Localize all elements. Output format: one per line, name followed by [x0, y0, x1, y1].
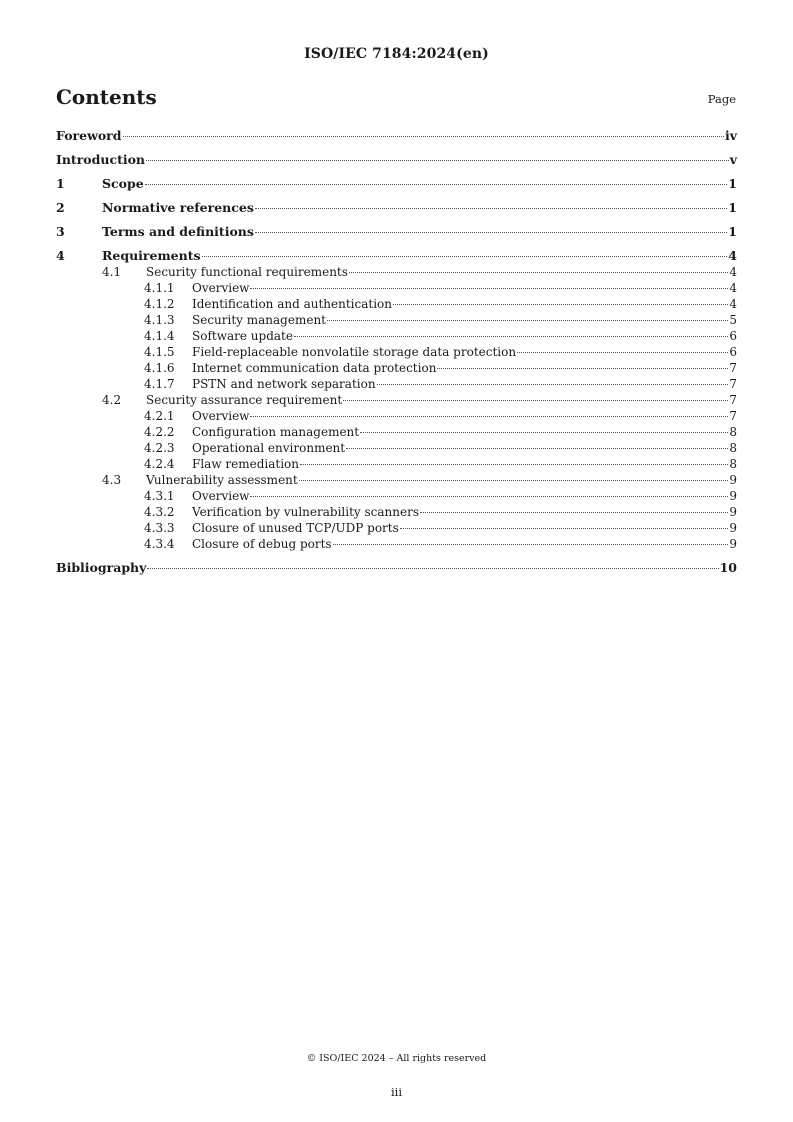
toc-dot-leader	[294, 335, 728, 337]
toc-dot-leader	[349, 271, 728, 273]
toc-dot-leader	[420, 511, 728, 513]
toc-entry-number: 4.1.2	[144, 297, 175, 311]
toc-entry-title: Overview	[192, 281, 250, 295]
toc-entry[interactable]	[56, 408, 737, 424]
toc-entry[interactable]	[56, 472, 737, 488]
toc-entry-title: Normative references	[102, 200, 254, 215]
toc-entry[interactable]	[56, 248, 737, 264]
table-of-contents	[56, 128, 737, 576]
toc-entry-title: Security functional requirements	[146, 265, 348, 279]
toc-dot-leader	[377, 383, 729, 385]
toc-entry-title: Security management	[192, 313, 326, 327]
toc-dot-leader	[393, 303, 728, 305]
toc-entry[interactable]	[56, 264, 737, 280]
document-id-header: ISO/IEC 7184:2024(en)	[304, 46, 489, 62]
toc-entry[interactable]	[56, 520, 737, 536]
toc-entry-number: 4.3.3	[144, 521, 175, 535]
toc-entry-page: 8	[729, 441, 737, 455]
toc-entry-page: 9	[729, 489, 737, 503]
toc-entry-number: 2	[56, 200, 65, 215]
toc-entry-page: 7	[729, 361, 737, 375]
toc-entry-page: 1	[728, 224, 737, 239]
toc-entry-title: Introduction	[56, 152, 146, 167]
toc-entry-title: PSTN and network separation	[192, 377, 376, 391]
toc-entry-title: Field-replaceable nonvolatile storage data protection	[192, 345, 517, 359]
toc-dot-leader	[147, 567, 718, 569]
toc-entry-page: 6	[729, 329, 737, 343]
toc-entry[interactable]	[56, 344, 737, 360]
toc-entry[interactable]	[56, 504, 737, 520]
toc-entry-page: v	[729, 152, 737, 167]
contents-heading: Contents	[56, 85, 157, 109]
toc-dot-leader	[343, 399, 728, 401]
toc-dot-leader	[250, 495, 728, 497]
toc-entry-title: Flaw remediation	[192, 457, 300, 471]
toc-entry-number: 4.1.1	[144, 281, 175, 295]
toc-entry-title: Overview	[192, 489, 250, 503]
toc-entry-number: 1	[56, 176, 65, 191]
toc-entry-title: Overview	[192, 409, 250, 423]
toc-entry-number: 4.2.3	[144, 441, 175, 455]
toc-entry-title: Identification and authentication	[192, 297, 393, 311]
toc-entry-page: 5	[729, 313, 737, 327]
toc-entry-page: iv	[724, 128, 737, 143]
toc-entry[interactable]	[56, 456, 737, 472]
toc-entry-number: 4.1	[102, 265, 122, 279]
toc-entry-title: Vulnerability assessment	[146, 473, 298, 487]
copyright-footer: © ISO/IEC 2024 – All rights reserved	[306, 1053, 487, 1064]
toc-entry-page: 6	[729, 345, 737, 359]
toc-entry[interactable]	[56, 560, 737, 576]
toc-entry-title: Verification by vulnerability scanners	[192, 505, 419, 519]
toc-entry[interactable]	[56, 312, 737, 328]
toc-entry-title: Bibliography	[56, 560, 147, 575]
toc-entry[interactable]	[56, 440, 737, 456]
toc-entry-number: 4.2.1	[144, 409, 175, 423]
toc-entry-number: 4.1.4	[144, 329, 175, 343]
toc-entry[interactable]	[56, 488, 737, 504]
toc-entry-page: 10	[719, 560, 737, 575]
toc-entry[interactable]	[56, 280, 737, 296]
toc-dot-leader	[255, 207, 727, 209]
toc-entry-number: 4.1.3	[144, 313, 175, 327]
toc-entry-page: 1	[728, 200, 737, 215]
toc-entry[interactable]	[56, 376, 737, 392]
toc-entry-page: 8	[729, 457, 737, 471]
toc-entry-page: 7	[729, 393, 737, 407]
toc-dot-leader	[333, 543, 729, 545]
toc-entry-number: 4.2.2	[144, 425, 175, 439]
toc-dot-leader	[300, 463, 728, 465]
toc-entry-page: 4	[729, 281, 737, 295]
toc-entry-number: 4.1.6	[144, 361, 175, 375]
toc-dot-leader	[400, 527, 729, 529]
toc-entry-title: Closure of debug ports	[192, 537, 332, 551]
toc-dot-leader	[250, 415, 728, 417]
toc-dot-leader	[146, 159, 729, 161]
toc-entry-page: 1	[728, 176, 737, 191]
toc-entry-page: 7	[729, 377, 737, 391]
toc-entry[interactable]	[56, 152, 737, 168]
toc-entry-number: 3	[56, 224, 65, 239]
toc-entry[interactable]	[56, 392, 737, 408]
toc-entry-page: 8	[729, 425, 737, 439]
toc-entry-number: 4.2	[102, 393, 122, 407]
toc-dot-leader	[202, 255, 728, 257]
toc-entry[interactable]	[56, 360, 737, 376]
toc-entry[interactable]	[56, 536, 737, 552]
toc-entry-title: Software update	[192, 329, 293, 343]
toc-entry-page: 9	[729, 537, 737, 551]
toc-dot-leader	[123, 135, 724, 137]
toc-dot-leader	[327, 319, 728, 321]
toc-entry[interactable]	[56, 200, 737, 216]
toc-entry-number: 4.3.1	[144, 489, 175, 503]
toc-entry-page: 9	[729, 521, 737, 535]
toc-entry-number: 4.3	[102, 473, 122, 487]
toc-entry-page: 9	[729, 473, 737, 487]
toc-entry[interactable]	[56, 296, 737, 312]
toc-entry-title: Closure of unused TCP/UDP ports	[192, 521, 399, 535]
toc-entry-page: 7	[729, 409, 737, 423]
toc-entry[interactable]	[56, 128, 737, 144]
toc-entry-number: 4.3.2	[144, 505, 175, 519]
toc-entry-number: 4.3.4	[144, 537, 175, 551]
toc-entry-page: 4	[728, 248, 737, 263]
page-number: iii	[390, 1085, 403, 1099]
toc-dot-leader	[437, 367, 728, 369]
toc-entry-title: Scope	[102, 176, 144, 191]
toc-entry-title: Security assurance requirement	[146, 393, 343, 407]
toc-entry-number: 4	[56, 248, 65, 263]
toc-dot-leader	[346, 447, 728, 449]
toc-entry-page: 4	[729, 297, 737, 311]
toc-dot-leader	[517, 351, 728, 353]
toc-entry-page: 9	[729, 505, 737, 519]
toc-entry-title: Operational environment	[192, 441, 346, 455]
toc-entry-number: 4.1.7	[144, 377, 175, 391]
toc-dot-leader	[360, 431, 728, 433]
toc-entry-title: Requirements	[102, 248, 201, 263]
toc-dot-leader	[299, 479, 729, 481]
toc-entry[interactable]	[56, 176, 737, 192]
toc-dot-leader	[255, 231, 727, 233]
toc-entry[interactable]	[56, 328, 737, 344]
toc-entry-title: Internet communication data protection	[192, 361, 437, 375]
toc-entry-title: Foreword	[56, 128, 122, 143]
page-column-label: Page	[707, 92, 736, 106]
toc-dot-leader	[250, 287, 728, 289]
toc-dot-leader	[145, 183, 728, 185]
toc-entry[interactable]	[56, 224, 737, 240]
toc-entry-page: 4	[729, 265, 737, 279]
toc-entry-title: Configuration management	[192, 425, 360, 439]
toc-entry-title: Terms and definitions	[102, 224, 254, 239]
toc-entry[interactable]	[56, 424, 737, 440]
toc-entry-number: 4.2.4	[144, 457, 175, 471]
toc-entry-number: 4.1.5	[144, 345, 175, 359]
